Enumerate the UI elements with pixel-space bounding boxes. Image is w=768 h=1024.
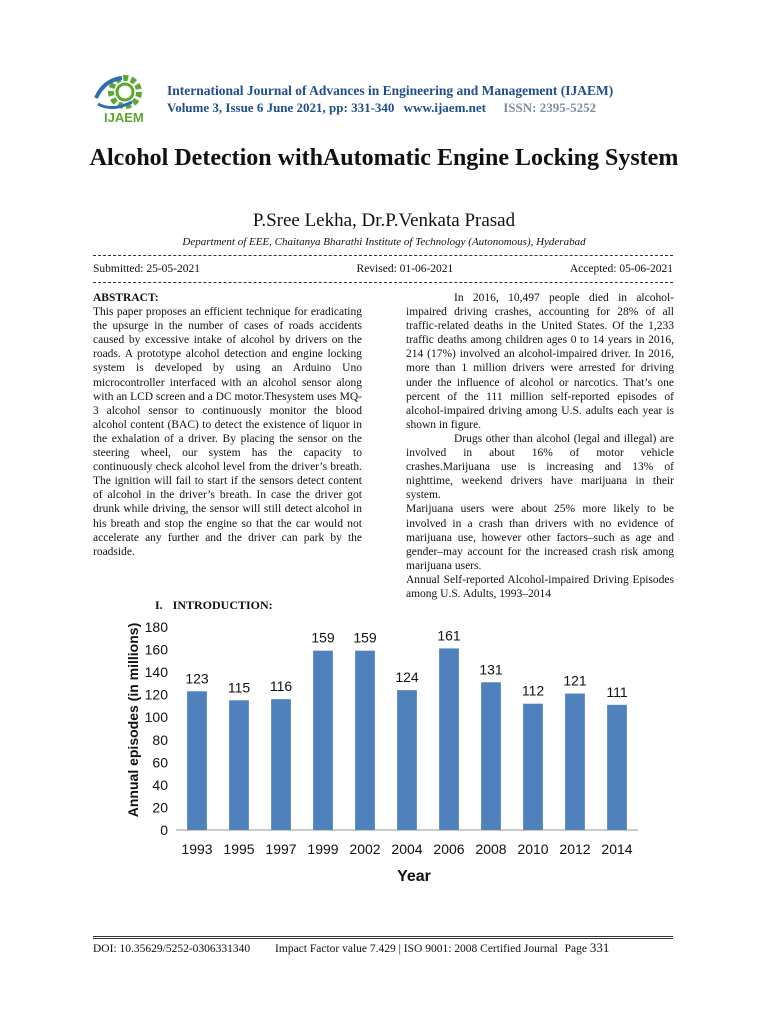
x-tick-label: 2014 [601, 841, 633, 857]
section-title: INTRODUCTION: [172, 598, 273, 612]
data-label: 115 [227, 679, 251, 696]
x-tick-label: 2002 [349, 841, 381, 857]
x-tick-label: 2010 [517, 841, 549, 857]
bar [313, 651, 333, 830]
journal-logo [92, 72, 162, 124]
x-tick-label: 1995 [223, 841, 255, 857]
paper-affiliation: Department of EEE, Chaitanya Bharathi Institute of Technology (Autonomous), Hyderabad [182, 236, 586, 248]
y-tick-label: 100 [144, 709, 168, 726]
y-tick-label: 0 [160, 822, 168, 838]
data-label: 159 [353, 629, 377, 646]
data-label: 116 [269, 678, 293, 695]
bar [355, 651, 375, 830]
bar [439, 648, 459, 830]
date-row [93, 263, 673, 275]
bar [229, 700, 249, 830]
footer [93, 940, 673, 956]
gear-icon [96, 78, 139, 108]
data-label: 159 [311, 629, 335, 646]
x-tick-label: 1997 [265, 841, 297, 857]
bar [607, 705, 627, 830]
y-tick-label: 140 [144, 664, 168, 681]
journal-website[interactable]: www.ijaem.net [403, 100, 486, 115]
introduction-heading [155, 598, 273, 613]
y-tick-label: 80 [152, 731, 168, 748]
figure-caption: Annual Self-reported Alcohol-impaired Driving Episodes among U.S. Adults, 1993‒2014 [406, 573, 674, 600]
x-tick-label: 1993 [181, 841, 213, 857]
data-label: 121 [563, 672, 587, 689]
intro-right-column [406, 291, 674, 601]
abstract-column [93, 291, 362, 559]
x-tick-label: 2006 [433, 841, 465, 857]
paper-authors: P.Sree Lekha, Dr.P.Venkata Prasad [252, 210, 516, 231]
page-label: Page [564, 943, 587, 955]
data-label: 123 [185, 670, 209, 687]
data-label: 161 [437, 627, 461, 644]
x-tick-label: 2008 [475, 841, 507, 857]
journal-meta [167, 100, 596, 116]
x-axis-label: Year [397, 868, 431, 885]
x-tick-label: 2012 [559, 841, 591, 857]
divider-top [93, 255, 673, 256]
issn: ISSN: 2395-5252 [503, 100, 597, 115]
data-label: 112 [521, 682, 545, 699]
accepted-date: Accepted: 05-06-2021 [569, 263, 673, 275]
bar [481, 682, 501, 830]
data-label: 111 [606, 683, 628, 700]
paper-title: Alcohol Detection withAutomatic Engine Locking System [89, 145, 679, 171]
page-number: 331 [589, 940, 610, 955]
intro-paragraph-2: Drugs other than alcohol (legal and illegal) are involved in about 16% of motor vehicle crashes.Marijuana use is increasing and 13% of nighttime, weekend drivers have marijuana in their system. [406, 432, 674, 502]
y-tick-label: 60 [152, 754, 168, 771]
x-tick-label: 2004 [391, 841, 423, 857]
divider-bottom [93, 282, 673, 283]
bar-chart [118, 615, 648, 895]
y-tick-label: 120 [144, 686, 168, 703]
bar [523, 704, 543, 830]
data-label: 131 [479, 661, 503, 678]
submitted-date: Submitted: 25-05-2021 [93, 263, 201, 275]
footer-rule [93, 936, 673, 939]
revised-date: Revised: 01-06-2021 [356, 263, 454, 275]
y-axis-label: Annual episodes (in millions) [125, 622, 141, 818]
abstract-heading: ABSTRACT: [93, 292, 159, 304]
intro-paragraph-1: In 2016, 10,497 people died in alcohol-impaired driving crashes, accounting for 28% of all traffic-related deaths in the United States. Of the 1,233 traffic deaths among children ages 0 to 14 years in 2016, 214 (17%) involved an alcohol-impaired driver. In 2016, more than 1 million drivers were arrested for driving under the influence of alcohol or narcotics. That’s one percent of the 111 million self-reported episodes of alcohol-impaired driving among U.S. adults each year is shown in figure. [406, 292, 674, 431]
logo-text: IJAEM [104, 110, 144, 124]
bar [187, 691, 207, 830]
abstract-text: This paper proposes an efficient technique for eradicating the upsurge in the number of cases of roads accidents caused by excessive intake of alcohol by drivers on the roads. A prototype alcohol detection and engine locking system is developed by using an Arduino Uno microcontroller interfaced with an alcohol sensor along with an LCD screen and a DC motor.Thesystem uses MQ-3 alcohol sensor to continuously monitor the blood alcohol content (BAC) to detect the existence of liquor in the exhalation of a driver. By placing the sensor on the steering wheel, our system has the capacity to continuously check alcohol level from the driver’s breath. The ignition will fail to start if the sensors detect content of alcohol in the driver’s breath. In case the driver got drunk while driving, the sensor will still detect alcohol in his breath and stop the engine so that the car would not accelerate any further and the driver can park by the roadside. [93, 306, 362, 558]
x-tick-label: 1999 [307, 841, 339, 857]
y-tick-label: 20 [152, 799, 168, 816]
intro-paragraph-3: Marijuana users were about 25% more likely to be involved in a crash than drivers with no evidence of marijuana use, however other factors‒such as age and gender‒may account for the increased crash risk among marijuana users. [406, 503, 674, 572]
bar [397, 690, 417, 830]
y-tick-label: 40 [152, 776, 168, 793]
section-number: I. [155, 598, 163, 612]
impact-factor: Impact Factor value 7.429 | ISO 9001: 2008 Certified Journal [275, 943, 558, 955]
doi[interactable]: DOI: 10.35629/5252-0306331340 [93, 943, 251, 955]
bar [565, 694, 585, 830]
journal-name: International Journal of Advances in Engineering and Management (IJAEM) [167, 83, 614, 98]
volume-info: Volume 3, Issue 6 June 2021, pp: 331-340 [167, 100, 395, 115]
y-tick-label: 160 [144, 641, 168, 658]
y-tick-label: 180 [144, 619, 168, 635]
data-label: 124 [395, 669, 419, 686]
bar [271, 699, 291, 830]
